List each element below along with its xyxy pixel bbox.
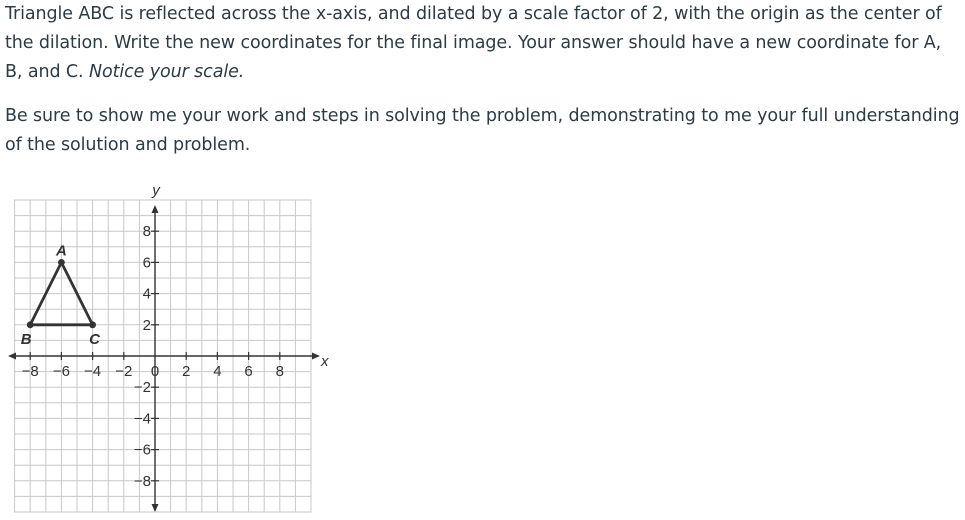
x-axis-right-arrow — [312, 353, 320, 360]
x-tick-label: 8 — [275, 363, 284, 380]
y-axis-label: y — [152, 182, 160, 199]
question-statement: Triangle ABC is reflected across the x-axis, and dilated by a scale factor of 2, with the origin as the center of the dilation. Write the new coordinates for the final image. Your answer should have a new coordinate for A, B, and C. — [5, 4, 942, 82]
coordinate-graph — [0, 178, 340, 520]
y-axis-bottom-arrow — [152, 504, 159, 512]
x-axis-label: x — [321, 353, 329, 370]
axes — [8, 205, 320, 512]
point-c-label: C — [89, 330, 101, 348]
y-tick-label: 6 — [142, 254, 151, 272]
y-tick-label: −4 — [133, 410, 151, 428]
point-a-label: A — [55, 242, 67, 260]
y-tick-label: −8 — [133, 472, 151, 490]
point-b-marker — [27, 321, 34, 328]
x-tick-label: 4 — [213, 363, 222, 380]
x-tick-label: 2 — [182, 363, 191, 380]
y-tick-label: 2 — [142, 316, 151, 334]
x-axis-left-arrow — [8, 353, 16, 360]
x-tick-label: 0 — [150, 363, 160, 380]
question-text — [5, 0, 960, 160]
question-paragraph-1 — [5, 0, 960, 87]
x-tick-label: −2 — [115, 363, 133, 380]
x-tick-label: −4 — [84, 363, 102, 380]
y-tick-label: −2 — [133, 379, 151, 397]
y-tick-label: −6 — [133, 441, 151, 459]
x-tick-label: −8 — [21, 363, 39, 380]
y-tick-label: 8 — [142, 223, 151, 241]
point-b-label: B — [20, 330, 32, 348]
x-tick-label: −6 — [52, 363, 70, 380]
point-c-marker — [89, 321, 96, 328]
point-a-marker — [58, 259, 65, 266]
x-tick-label: 6 — [244, 363, 253, 380]
scale-note: Notice your scale. — [88, 62, 245, 82]
y-tick-label: 4 — [142, 285, 151, 303]
y-axis-top-arrow — [152, 205, 159, 213]
question-paragraph-2: Be sure to show me your work and steps in solving the problem, demonstrating to me your full understanding of the solution and problem. — [5, 106, 960, 155]
